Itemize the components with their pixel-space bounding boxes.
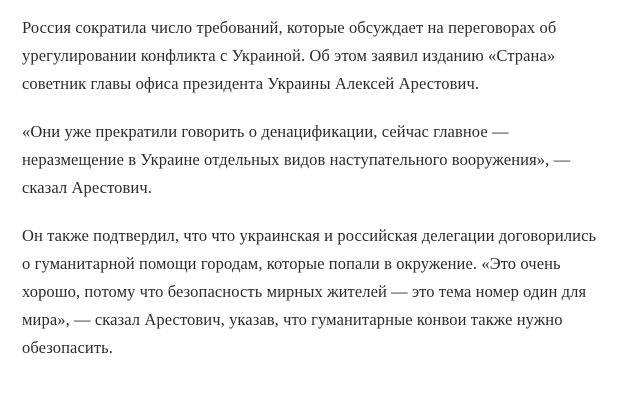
article-paragraph: Он также подтвердил, что что украинская и российская делегации договорились о гуманитарной помощи городам, которые попали в окружение. «Это очень хорошо, потому что безопасность мирных жителей — это тема номер один для мира», — сказал Арестович, указав, что гуманитарные конвои также нужно обезопасить.: [22, 226, 597, 357]
article-paragraph: Россия сократила число требований, которые обсуждает на переговорах об урегулировании конфликта с Украиной. Об этом заявил изданию «Страна» советник главы офиса президента Украины Алексей Арестович.: [22, 18, 557, 93]
article-paragraph: «Они уже прекратили говорить о денацификации, сейчас главное — неразмещение в Украине отдельных видов наступательного вооружения», — сказал Арестович.: [22, 122, 571, 197]
